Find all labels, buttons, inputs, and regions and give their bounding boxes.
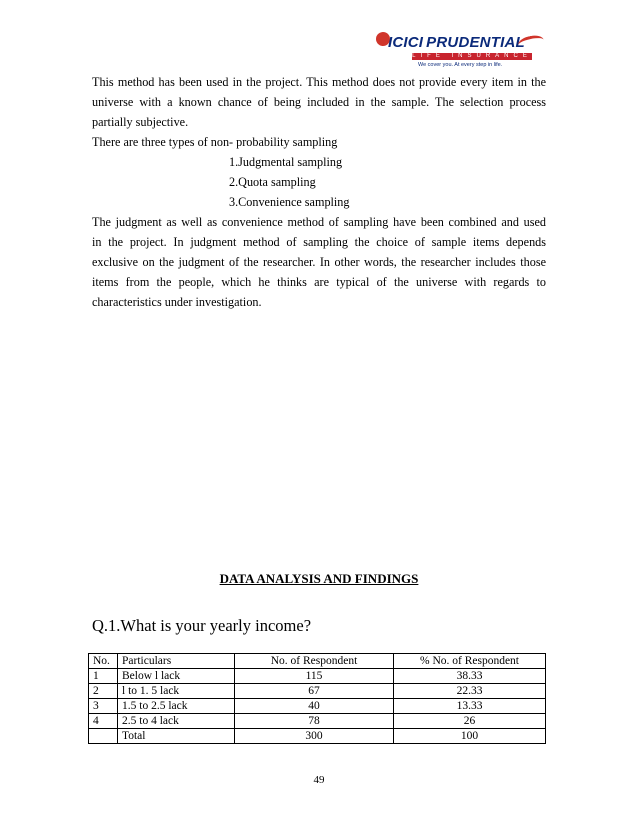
paragraph-line: partially subjective. <box>92 115 189 129</box>
table-cell: l to 1. 5 lack <box>118 684 235 699</box>
sampling-intro: There are three types of non- probability sampling <box>92 135 338 149</box>
paragraph-line: This method has been used in the project. This method does not provide every item in the <box>92 75 546 89</box>
company-logo <box>388 30 546 74</box>
table-cell <box>89 729 118 744</box>
table-cell: 13.33 <box>394 699 546 714</box>
sampling-type-item: 2.Quota sampling <box>229 175 316 189</box>
question-title: Q.1.What is your yearly income? <box>92 616 312 635</box>
income-table <box>88 653 546 744</box>
table-cell: 26 <box>394 714 546 729</box>
table-total-row <box>89 729 546 744</box>
table-cell: 100 <box>394 729 546 744</box>
table-row <box>89 699 546 714</box>
table-cell: 38.33 <box>394 669 546 684</box>
table-cell: 115 <box>235 669 394 684</box>
paragraph-line: The judgment as well as convenience method of sampling have been combined and used <box>92 215 546 229</box>
paragraph-line: exclusive on the judgment of the researcher. In other words, the researcher includes those <box>92 255 546 269</box>
table-cell: 1.5 to 2.5 lack <box>118 699 235 714</box>
table-cell: Below l lack <box>118 669 235 684</box>
table-row <box>89 684 546 699</box>
logo-tagline: We cover you. At every step in life. <box>418 62 503 68</box>
table-cell: 67 <box>235 684 394 699</box>
logo-brand-icici: ICICI <box>388 34 424 51</box>
logo-band: LIFE INSURANCE <box>412 53 532 59</box>
paragraph-line: universe with a known chance of being included in the sample. The selection process <box>92 95 546 109</box>
logo-brand-prudential: PRUDENTIAL <box>426 34 525 51</box>
page-number: 49 <box>313 774 325 786</box>
body-text <box>92 72 546 312</box>
paragraph-judgment-method <box>92 212 546 312</box>
table-cell: Total <box>118 729 235 744</box>
table-header-row <box>89 654 546 669</box>
logo-brand <box>388 34 525 51</box>
section-heading: DATA ANALYSIS AND FINDINGS <box>219 571 419 586</box>
table-cell: 2 <box>89 684 118 699</box>
sampling-type-item: 1.Judgmental sampling <box>229 155 343 169</box>
paragraph-line: characteristics under investigation. <box>92 295 262 309</box>
table-cell: 78 <box>235 714 394 729</box>
table-cell: 300 <box>235 729 394 744</box>
paragraph-line: in the project. In judgment method of sampling the choice of sample items depends <box>92 235 546 249</box>
table-header-cell: No. <box>89 654 118 669</box>
table-row <box>89 669 546 684</box>
paragraph-sampling-method <box>92 72 546 132</box>
table-row <box>89 714 546 729</box>
table-header-cell: Particulars <box>118 654 235 669</box>
table-header-cell: % No. of Respondent <box>394 654 546 669</box>
sampling-type-item: 3.Convenience sampling <box>229 195 350 209</box>
table-cell: 2.5 to 4 lack <box>118 714 235 729</box>
paragraph-line: items from the people, which he thinks are typical of the universe with regards to <box>92 275 546 289</box>
table-cell: 3 <box>89 699 118 714</box>
table-cell: 1 <box>89 669 118 684</box>
table-header-cell: No. of Respondent <box>235 654 394 669</box>
table-cell: 22.33 <box>394 684 546 699</box>
table-cell: 40 <box>235 699 394 714</box>
table-cell: 4 <box>89 714 118 729</box>
